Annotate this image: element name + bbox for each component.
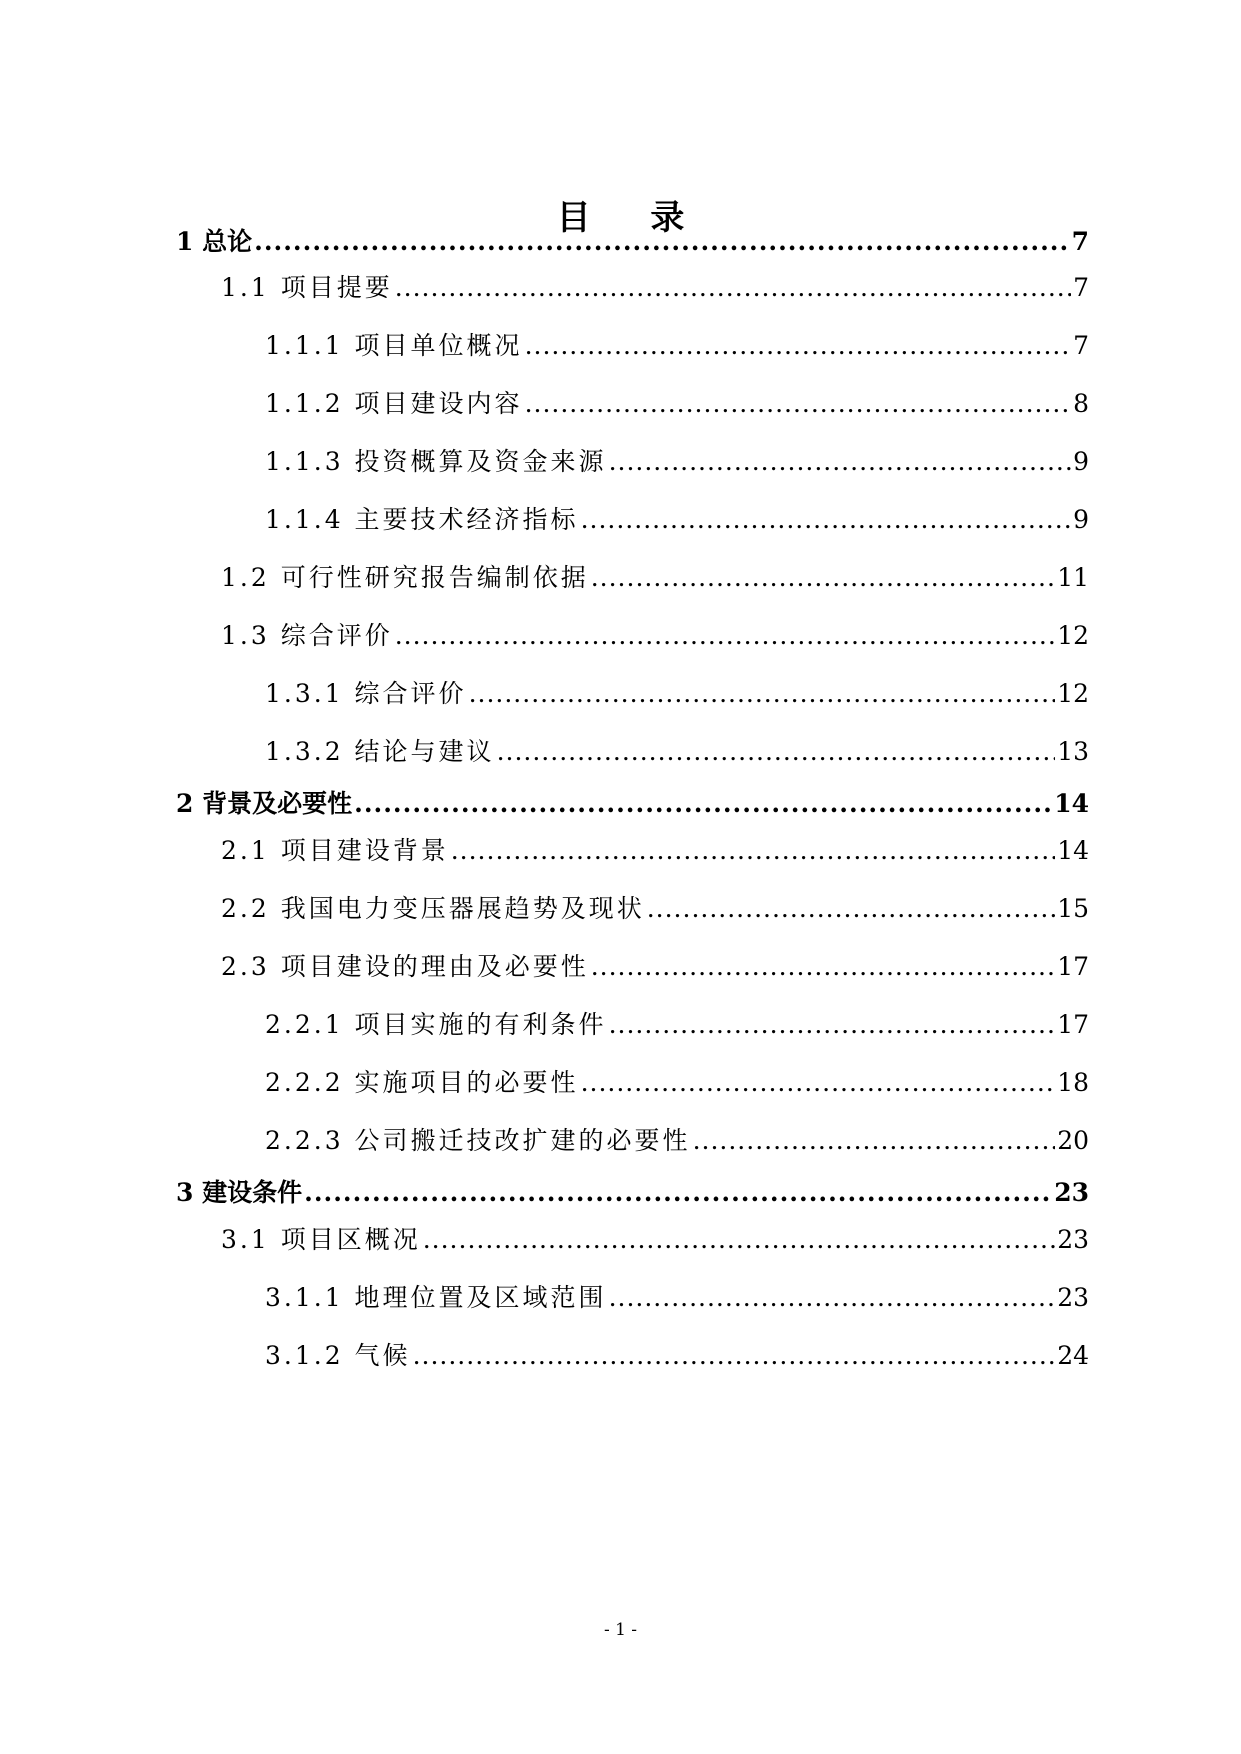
- toc-entry-label: 1.1.1 项目单位概况: [265, 331, 523, 360]
- toc-entry-label: 3.1 项目区概况: [221, 1225, 421, 1254]
- toc-entry-label: 3 建设条件: [176, 1178, 303, 1207]
- toc-entry-label: 1.1 项目提要: [221, 273, 393, 302]
- toc-entry-label: 1.1.4 主要技术经济指标: [265, 505, 579, 534]
- toc-leader-dots: [591, 952, 1055, 981]
- toc-leader-dots: [497, 737, 1056, 766]
- toc-entry[interactable]: [265, 1278, 1089, 1314]
- toc-entry[interactable]: [265, 1005, 1089, 1041]
- toc-leader-dots: [609, 447, 1072, 476]
- toc-entry-page: 23: [1054, 1178, 1089, 1207]
- toc-entry-label: 2.2.3 公司搬迁技改扩建的必要性: [265, 1126, 691, 1155]
- toc-entry-label: 1.3.1 综合评价: [265, 679, 467, 708]
- toc-entry-page: 20: [1057, 1126, 1089, 1155]
- toc-entry[interactable]: [221, 889, 1089, 925]
- toc-entry-label: 1.1.2 项目建设内容: [265, 389, 523, 418]
- toc-entry-label: 2.2.1 项目实施的有利条件: [265, 1010, 607, 1039]
- toc-entry-page: 13: [1057, 737, 1089, 766]
- toc-entry-label: 3.1.1 地理位置及区域范围: [265, 1283, 607, 1312]
- toc-entry-page: 17: [1057, 1010, 1089, 1039]
- toc-entry-label: 1.2 可行性研究报告编制依据: [221, 563, 589, 592]
- toc-leader-dots: [354, 789, 1052, 818]
- toc-leader-dots: [395, 621, 1055, 650]
- toc-entry-page: 14: [1054, 789, 1089, 818]
- toc-entry-page: 24: [1057, 1341, 1089, 1370]
- toc-entry-label: 2.2.2 实施项目的必要性: [265, 1068, 579, 1097]
- toc-entry[interactable]: [265, 674, 1089, 710]
- toc-entry[interactable]: [265, 500, 1089, 536]
- toc-entry-label: 1.3.2 结论与建议: [265, 737, 495, 766]
- toc-entry[interactable]: [221, 947, 1089, 983]
- toc-entry-label: 2.1 项目建设背景: [221, 836, 449, 865]
- toc-entry-label: 2.3 项目建设的理由及必要性: [221, 952, 589, 981]
- toc-entry[interactable]: [221, 831, 1089, 867]
- page-number: - 1 -: [603, 1620, 638, 1640]
- page-title: 目 录: [556, 198, 709, 238]
- toc-leader-dots: [693, 1126, 1056, 1155]
- toc-leader-dots: [254, 227, 1069, 256]
- toc-entry-page: 12: [1057, 679, 1089, 708]
- toc-entry-page: 23: [1057, 1283, 1089, 1312]
- toc-leader-dots: [451, 836, 1055, 865]
- toc-entry-page: 23: [1057, 1225, 1089, 1254]
- toc-leader-dots: [609, 1010, 1056, 1039]
- toc-entry-page: 18: [1057, 1068, 1089, 1097]
- toc-entry-label: 2.2 我国电力变压器展趋势及现状: [221, 894, 645, 923]
- toc-leader-dots: [423, 1225, 1055, 1254]
- toc-entry-page: 11: [1057, 563, 1089, 592]
- toc-leader-dots: [609, 1283, 1056, 1312]
- toc-entry-page: 14: [1057, 836, 1089, 865]
- toc-entry[interactable]: [265, 1336, 1089, 1372]
- toc-entry-page: 9: [1073, 505, 1089, 534]
- toc-leader-dots: [304, 1178, 1052, 1207]
- toc-entry[interactable]: [265, 442, 1089, 478]
- toc-entry[interactable]: [221, 616, 1089, 652]
- toc-entry[interactable]: [265, 384, 1089, 420]
- toc-entry[interactable]: [221, 1220, 1089, 1256]
- toc-leader-dots: [525, 331, 1072, 360]
- toc-leader-dots: [413, 1341, 1056, 1370]
- toc-entry[interactable]: [265, 1121, 1089, 1157]
- toc-entry-label: 3.1.2 气候: [265, 1341, 411, 1370]
- toc-leader-dots: [469, 679, 1056, 708]
- toc-entry[interactable]: [221, 268, 1089, 304]
- toc-entry[interactable]: [265, 1063, 1089, 1099]
- toc-leader-dots: [525, 389, 1072, 418]
- toc-leader-dots: [395, 273, 1071, 302]
- toc-leader-dots: [581, 1068, 1056, 1097]
- toc-entry-page: 8: [1073, 389, 1089, 418]
- toc-leader-dots: [591, 563, 1055, 592]
- toc-entry-page: 7: [1073, 331, 1089, 360]
- toc-entry-label: 1 总论: [176, 227, 253, 256]
- toc-entry[interactable]: [265, 326, 1089, 362]
- toc-entry-page: 17: [1057, 952, 1089, 981]
- toc-entry-page: 9: [1073, 447, 1089, 476]
- toc-entry[interactable]: [176, 784, 1089, 820]
- toc-entry-page: 15: [1057, 894, 1089, 923]
- toc-entry[interactable]: [221, 558, 1089, 594]
- toc-leader-dots: [647, 894, 1055, 923]
- toc-leader-dots: [581, 505, 1072, 534]
- toc-entry-page: 12: [1057, 621, 1089, 650]
- toc-entry[interactable]: [176, 1173, 1089, 1209]
- toc-entry-label: 1.3 综合评价: [221, 621, 393, 650]
- toc-entry-page: 7: [1071, 227, 1089, 256]
- toc-entry-label: 2 背景及必要性: [176, 789, 353, 818]
- toc-entry-label: 1.1.3 投资概算及资金来源: [265, 447, 607, 476]
- toc-entry[interactable]: [176, 222, 1089, 258]
- toc-entry[interactable]: [265, 732, 1089, 768]
- toc-entry-page: 7: [1073, 273, 1089, 302]
